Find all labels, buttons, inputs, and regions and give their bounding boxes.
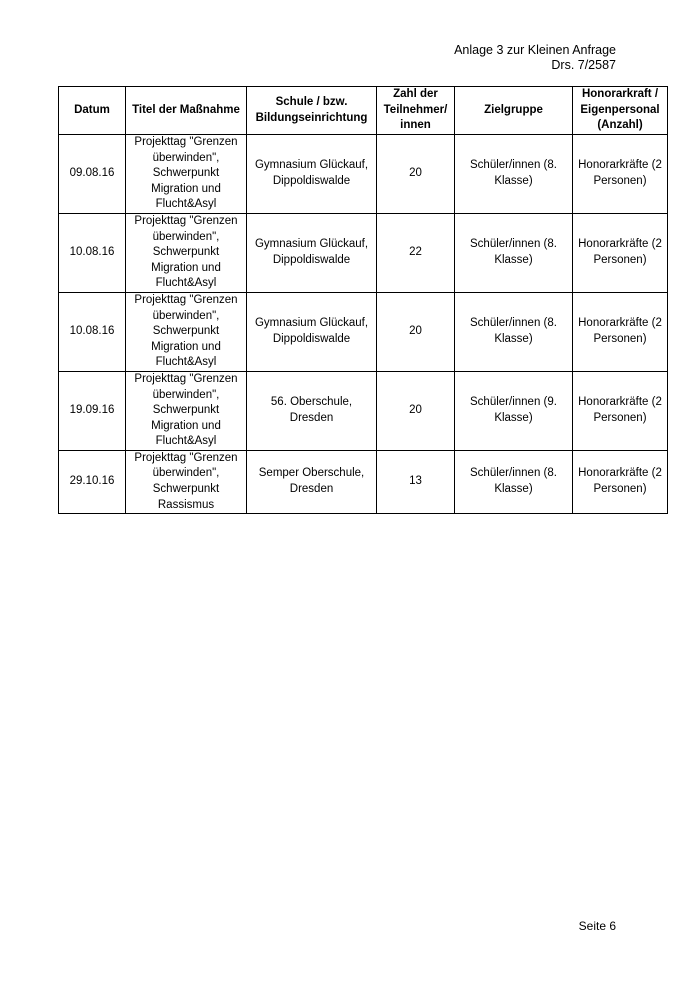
cell-zielgruppe: Schüler/innen (8. Klasse) — [455, 292, 573, 371]
cell-schule: Gymnasium Glückauf, Dippoldiswalde — [247, 135, 377, 214]
cell-zahl: 20 — [377, 371, 455, 450]
table-row — [59, 371, 668, 450]
cell-titel: Projekttag "Grenzen überwinden", Schwerpunkt Migration und Flucht&Asyl — [126, 213, 247, 292]
cell-zahl: 20 — [377, 292, 455, 371]
document-header — [454, 43, 616, 73]
header-reference: Drs. 7/2587 — [551, 58, 616, 72]
cell-datum: 10.08.16 — [59, 292, 126, 371]
cell-datum: 09.08.16 — [59, 135, 126, 214]
table-row — [59, 292, 668, 371]
cell-zahl: 20 — [377, 135, 455, 214]
cell-honorar: Honorarkräfte (2 Personen) — [573, 213, 668, 292]
cell-datum: 10.08.16 — [59, 213, 126, 292]
column-header-zahl: Zahl der Teilnehmer/ innen — [377, 87, 455, 135]
cell-honorar: Honorarkräfte (2 Personen) — [573, 450, 668, 513]
column-header-zielgruppe: Zielgruppe — [455, 87, 573, 135]
header-title: Anlage 3 zur Kleinen Anfrage — [454, 43, 616, 57]
cell-titel: Projekttag "Grenzen überwinden", Schwerpunkt Migration und Flucht&Asyl — [126, 292, 247, 371]
column-header-honorar: Honorarkraft / Eigenpersonal (Anzahl) — [573, 87, 668, 135]
page-number: Seite 6 — [578, 919, 616, 933]
cell-titel: Projekttag "Grenzen überwinden", Schwerpunkt Migration und Flucht&Asyl — [126, 135, 247, 214]
cell-zielgruppe: Schüler/innen (8. Klasse) — [455, 213, 573, 292]
column-header-schule: Schule / bzw. Bildungseinrichtung — [247, 87, 377, 135]
column-header-titel: Titel der Maßnahme — [126, 87, 247, 135]
cell-zahl: 22 — [377, 213, 455, 292]
cell-titel: Projekttag "Grenzen überwinden", Schwerpunkt Rassismus — [126, 450, 247, 513]
cell-zahl: 13 — [377, 450, 455, 513]
cell-honorar: Honorarkräfte (2 Personen) — [573, 292, 668, 371]
table-row — [59, 135, 668, 214]
cell-zielgruppe: Schüler/innen (8. Klasse) — [455, 135, 573, 214]
column-header-datum: Datum — [59, 87, 126, 135]
cell-schule: Semper Oberschule, Dresden — [247, 450, 377, 513]
table-row — [59, 213, 668, 292]
cell-zielgruppe: Schüler/innen (9. Klasse) — [455, 371, 573, 450]
cell-honorar: Honorarkräfte (2 Personen) — [573, 135, 668, 214]
cell-datum: 29.10.16 — [59, 450, 126, 513]
cell-datum: 19.09.16 — [59, 371, 126, 450]
table-row — [59, 450, 668, 513]
cell-schule: 56. Oberschule, Dresden — [247, 371, 377, 450]
cell-schule: Gymnasium Glückauf, Dippoldiswalde — [247, 292, 377, 371]
table-header-row — [59, 87, 668, 135]
cell-titel: Projekttag "Grenzen überwinden", Schwerpunkt Migration und Flucht&Asyl — [126, 371, 247, 450]
cell-zielgruppe: Schüler/innen (8. Klasse) — [455, 450, 573, 513]
cell-honorar: Honorarkräfte (2 Personen) — [573, 371, 668, 450]
cell-schule: Gymnasium Glückauf, Dippoldiswalde — [247, 213, 377, 292]
measures-table — [58, 86, 668, 514]
